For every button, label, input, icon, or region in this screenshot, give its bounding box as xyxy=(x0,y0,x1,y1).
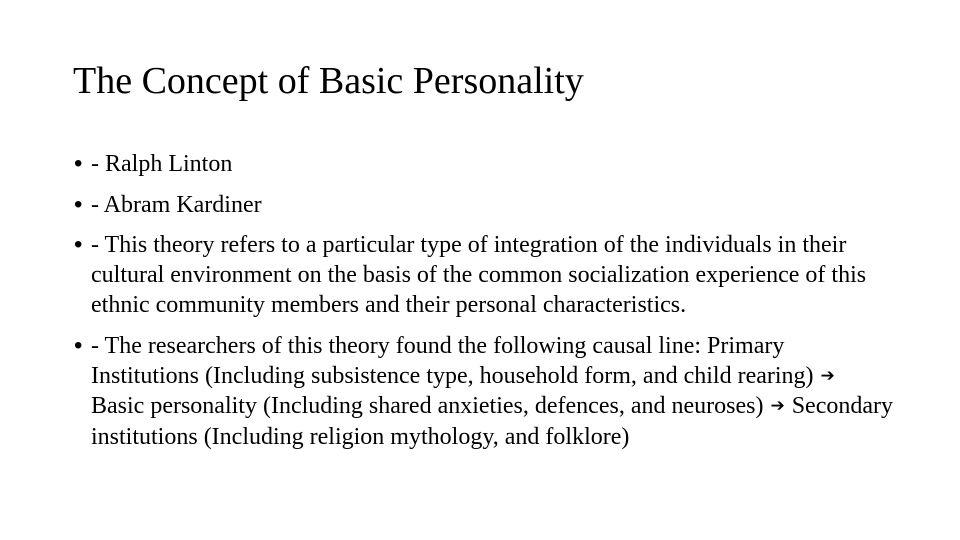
bullet-item-causal-line xyxy=(74,331,894,452)
causal-line-text-secondary: Secondary institutions (Including religion mythology, and folklore) xyxy=(91,393,893,450)
right-arrow-icon: ➔ xyxy=(820,366,835,387)
causal-line-text-primary: - The researchers of this theory found the following causal line: Primary Institutions (Including subsistence type, household form, and child rearing) xyxy=(91,332,814,390)
bullet-icon: • xyxy=(74,190,83,218)
bullet-item-abram-kardiner xyxy=(74,190,894,220)
bullet-item-ralph-linton xyxy=(74,149,894,179)
bullet-icon: • xyxy=(74,331,83,359)
bullet-item-theory-definition xyxy=(74,230,894,321)
bullet-icon: • xyxy=(74,150,83,177)
bullet-text: - This theory refers to a particular type of integration of the individuals in their cultural environment on the basis of the common socialization experience of this ethnic community members and their personal characteristics. xyxy=(91,232,867,319)
bullet-text: - Abram Kardiner xyxy=(91,191,262,218)
right-arrow-icon: ➔ xyxy=(770,396,785,417)
causal-line-text-basic: Basic personality (Including shared anxieties, defences, and neuroses) xyxy=(91,393,764,420)
bullet-icon: • xyxy=(74,231,83,258)
slide-title: The Concept of Basic Personality xyxy=(73,60,584,102)
bullet-text: - Ralph Linton xyxy=(91,151,233,177)
bullet-list xyxy=(74,149,894,462)
